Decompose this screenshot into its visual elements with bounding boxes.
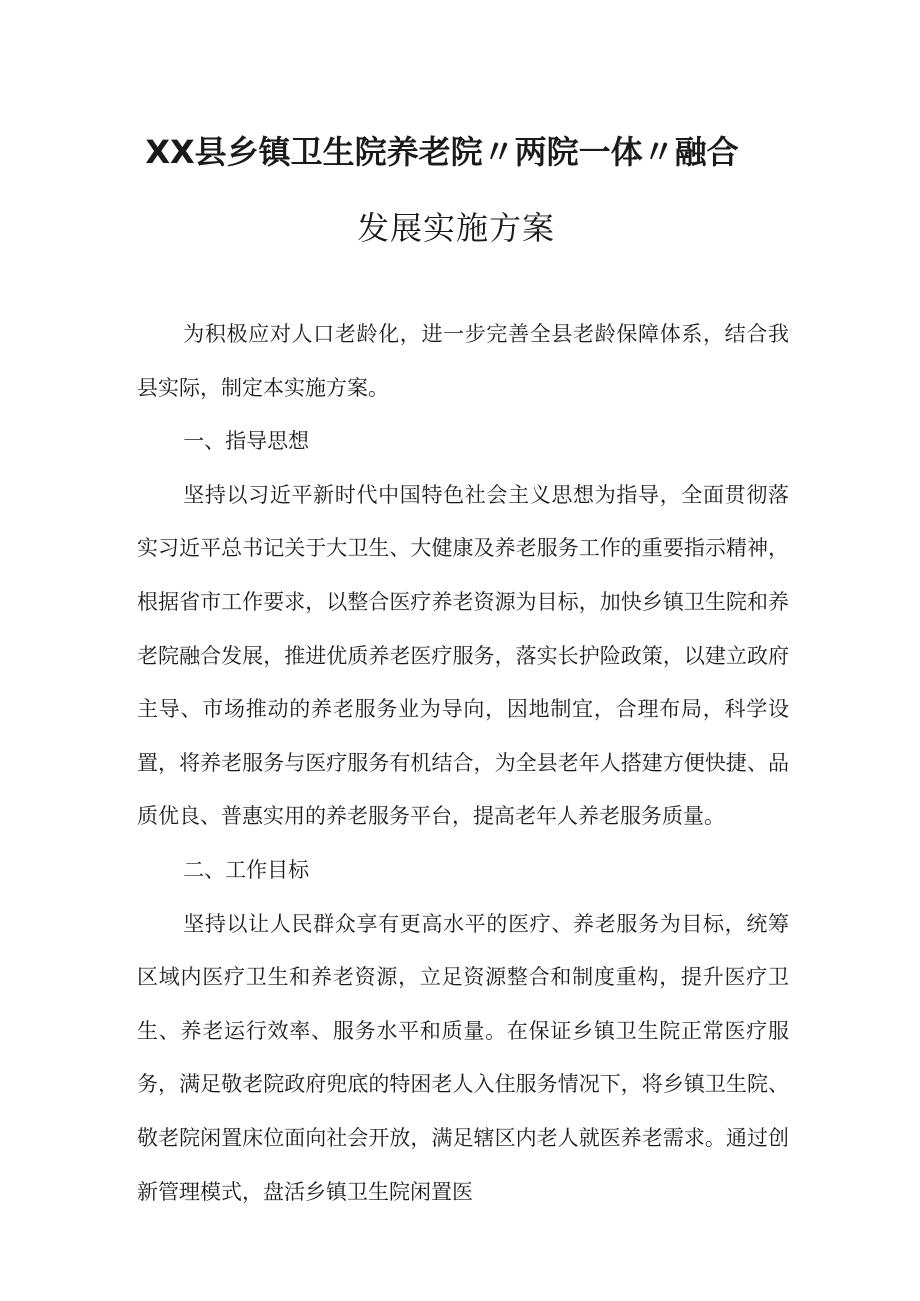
section-paragraph-guiding-ideology: 坚持以习近平新时代中国特色社会主义思想为指导，全面贯彻落实习近平总书记关于大卫生、大健康及养老服务工作的重要指示精神，根据省市工作要求，以整合医疗养老资源为目标，加快乡镇卫生院和养老院融合发展，推进优质养老医疗服务，落实长护险政策，以建立政府主导、市场推动的养老服务业为导向，因地制宜，合理布局，科学设置，将养老服务与医疗服务有机结合，为全县老年人搭建方便快捷、品质优良、普惠实用的养老服务平台，提高老年人养老服务质量。 xyxy=(137,482,789,829)
section-heading-guiding-ideology: 一、指导思想 xyxy=(183,429,310,454)
document-body xyxy=(137,308,789,1219)
section-heading-work-goals: 二、工作目标 xyxy=(183,857,310,882)
document-title-line-2: 发展实施方案 xyxy=(356,209,555,247)
intro-paragraph: 为积极应对人口老龄化，进一步完善全县老龄保障体系，结合我县实际，制定本实施方案。 xyxy=(137,322,789,400)
document-title-line-1: XX县乡镇卫生院养老院〃两院一体〃融合 xyxy=(145,133,739,171)
section-paragraph-work-goals: 坚持以让人民群众享有更高水平的医疗、养老服务为目标，统筹区域内医疗卫生和养老资源，立足资源整合和制度重构，提升医疗卫生、养老运行效率、服务水平和质量。在保证乡镇卫生院正常医疗服务，满足敬老院政府兜底的特困老人入住服务情况下，将乡镇卫生院、敬老院闲置床位面向社会开放，满足辖区内老人就医养老需求。通过创新管理模式，盘活乡镇卫生院闲置医 xyxy=(137,911,789,1204)
